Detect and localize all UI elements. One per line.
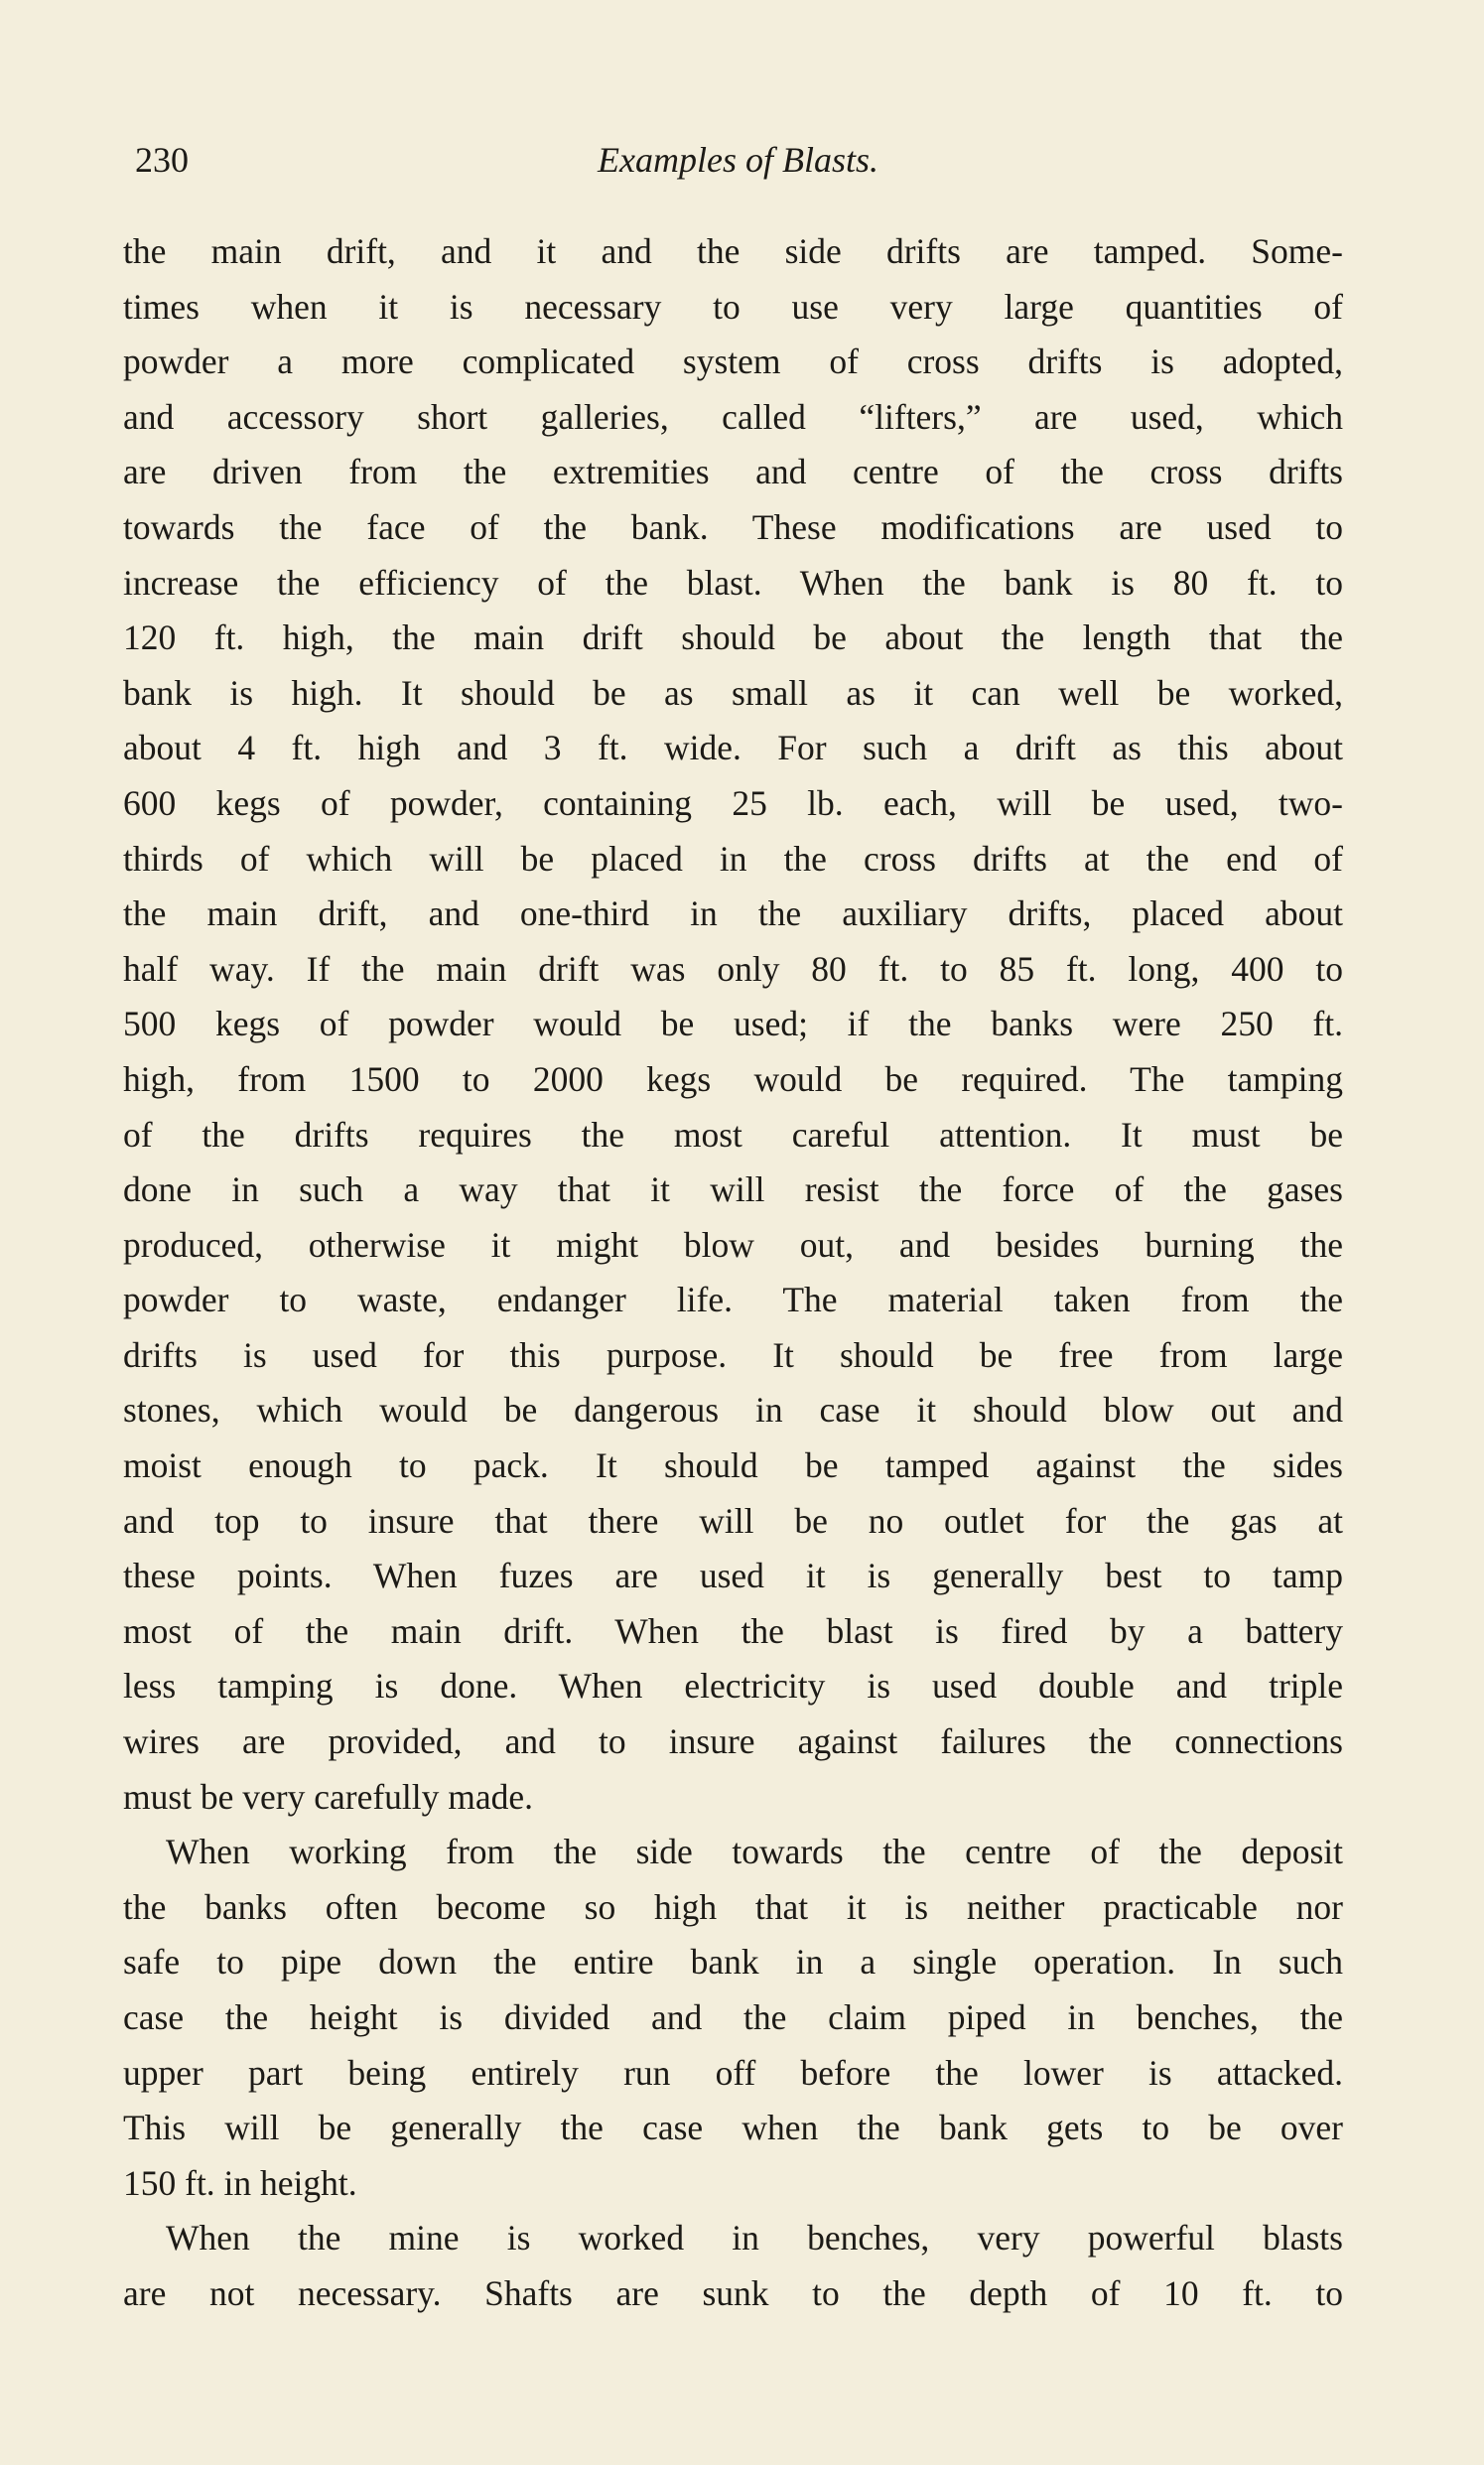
text-line: towards the face of the bank. These modifications are used to <box>123 506 1343 547</box>
text-line: done in such a way that it will resist the force of the gases <box>123 1169 1343 1210</box>
text-line: moist enough to pack. It should be tamped against the sides <box>123 1445 1343 1486</box>
text-line: bank is high. It should be as small as it can well be worked, <box>123 672 1343 713</box>
text-line: When working from the side towards the centre of the deposit <box>166 1832 1343 1872</box>
text-line: the main drift, and it and the side drifts are tamped. Some- <box>123 231 1343 271</box>
text-line: are driven from the extremities and centre of the cross drifts <box>123 452 1343 492</box>
text-line: most of the main drift. When the blast is fired by a battery <box>123 1610 1343 1651</box>
body-text <box>123 224 1343 2322</box>
text-line: high, from 1500 to 2000 kegs would be required. The tamping <box>123 1058 1343 1099</box>
text-line: wires are provided, and to insure against failures the connections <box>123 1721 1343 1762</box>
text-line: and accessory short galleries, called “lifters,” are used, which <box>123 396 1343 437</box>
text-line: and top to insure that there will be no outlet for the gas at <box>123 1500 1343 1541</box>
text-line: case the height is divided and the claim piped in benches, the <box>123 1997 1343 2037</box>
text-line: 150 ft. in height. <box>123 2162 357 2203</box>
running-title: Examples of Blasts. <box>598 140 878 180</box>
running-head <box>135 135 1341 185</box>
paragraph-3 <box>123 2211 1343 2321</box>
text-line: powder to waste, endanger life. The material taken from the <box>123 1280 1343 1320</box>
text-line: 500 kegs of powder would be used; if the banks were 250 ft. <box>123 1004 1343 1044</box>
text-line: stones, which would be dangerous in case it should blow out and <box>123 1390 1343 1431</box>
text-line: of the drifts requires the most careful attention. It must be <box>123 1114 1343 1155</box>
text-line: produced, otherwise it might blow out, and besides burning the <box>123 1224 1343 1265</box>
text-line: safe to pipe down the entire bank in a single operation. In such <box>123 1942 1343 1983</box>
text-line: less tamping is done. When electricity is used double and triple <box>123 1666 1343 1707</box>
text-line: these points. When fuzes are used it is generally best to tamp <box>123 1556 1343 1596</box>
paragraph-1 <box>123 224 1343 1825</box>
text-line: are not necessary. Shafts are sunk to the depth of 10 ft. to <box>123 2272 1343 2313</box>
page-number: 230 <box>135 140 189 180</box>
text-line: upper part being entirely run off before the lower is attacked. <box>123 2052 1343 2093</box>
text-line: the main drift, and one-third in the auxiliary drifts, placed about <box>123 893 1343 934</box>
text-line: This will be generally the case when the bank gets to be over <box>123 2108 1343 2148</box>
text-line: When the mine is worked in benches, very powerful blasts <box>166 2218 1343 2259</box>
text-line: the banks often become so high that it is neither practicable nor <box>123 1886 1343 1927</box>
text-line: half way. If the main drift was only 80 ft. to 85 ft. long, 400 to <box>123 948 1343 989</box>
text-line: powder a more complicated system of cross drifts is adopted, <box>123 342 1343 382</box>
text-line: 120 ft. high, the main drift should be about the length that the <box>123 617 1343 658</box>
text-line: drifts is used for this purpose. It should be free from large <box>123 1334 1343 1375</box>
text-line: times when it is necessary to use very large quantities of <box>123 286 1343 327</box>
text-line: increase the efficiency of the blast. When the bank is 80 ft. to <box>123 562 1343 603</box>
text-line: about 4 ft. high and 3 ft. wide. For such a drift as this about <box>123 728 1343 768</box>
text-line: thirds of which will be placed in the cross drifts at the end of <box>123 838 1343 879</box>
text-line: must be very carefully made. <box>123 1776 534 1817</box>
paragraph-2 <box>123 1825 1343 2211</box>
text-line: 600 kegs of powder, containing 25 lb. each, will be used, two- <box>123 782 1343 823</box>
